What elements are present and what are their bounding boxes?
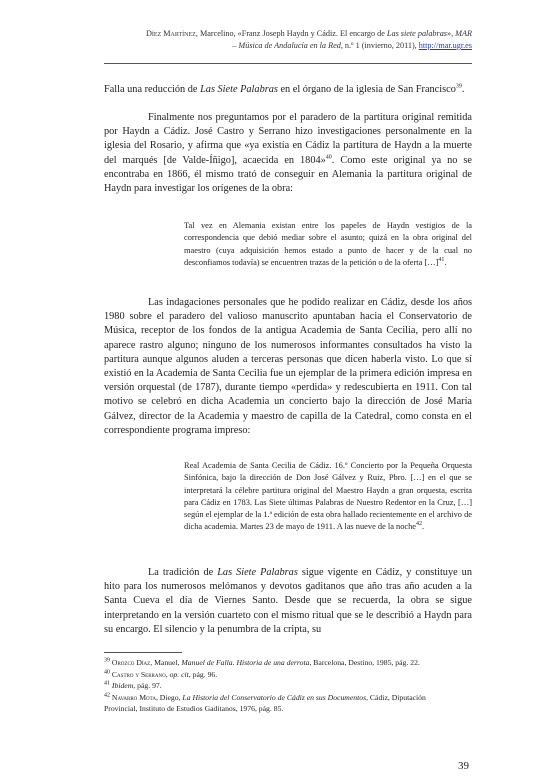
footnote-42-continued: Provincial, Instituto de Estudios Gaditanos, 1976, pág. 85. xyxy=(104,704,284,714)
footnote-rule xyxy=(104,652,182,653)
header-url-link[interactable]: http://mar.ugr.es xyxy=(418,41,472,50)
page-number: 39 xyxy=(458,760,469,772)
paragraph-4 xyxy=(104,566,472,637)
p4-work-title: Las Siete Palabras xyxy=(217,567,298,578)
header-line-1 xyxy=(104,28,472,40)
footnote-41 xyxy=(104,680,476,692)
quote1-end: . xyxy=(444,257,447,267)
footnote-40 xyxy=(104,669,476,681)
quote2-text: Real Academia de Santa Cecilia de Cádiz. 16.º Concierto por la Pequeña Orquesta Sinfónica, bajo la dirección de Don José Gálvez y Ruiz, Pbro. […] en el que se interpretará la célebre partitura original del Maestro Haydn a gran orquesta, escrita para Cádiz en 1783. Las Siete últimas Palabras de Nuestro Redentor en la Cruz, […] según el ejemplar de la 1.ª edición de esta obra hallado recientemente en el archivo de dicha academia. Martes 23 de mayo de 1911. A las nueve de la noche xyxy=(184,461,472,532)
footnote-num: 41 xyxy=(104,680,110,687)
footnote-title: Ibidem xyxy=(111,681,134,691)
footnote-text-end: , pág. 96. xyxy=(188,669,218,679)
footnote-author: Navarro Mota xyxy=(111,692,156,702)
p2-text: Finalmente nos preguntamos por el paradero de la partitura original remitida por Haydn a Cádiz. José Castro y Serrano hizo investigaciones personalmente en la iglesia del Rosario, y afirma que «ya existía en Cádiz la partitura de Haydn a la muerte del marqués [de Valde-Íñigo], acaecida en 1804» xyxy=(104,112,472,166)
footnote-author: Orozco Díaz xyxy=(111,658,151,667)
running-header xyxy=(104,28,472,52)
p1-text-b: en el órgano de la iglesia de San Francisco xyxy=(277,84,456,95)
p4-text-a: La tradición de xyxy=(148,567,218,578)
footnote-text: , xyxy=(165,669,170,679)
footnote-42 xyxy=(104,692,476,704)
footnote-num: 42 xyxy=(104,692,110,699)
header-issue: , n.º 1 (invierno, 2011), xyxy=(340,41,419,50)
paragraph-1 xyxy=(104,83,472,97)
header-work-title: Las siete palabras xyxy=(386,29,447,38)
paragraph-2 xyxy=(104,111,472,196)
footnote-39 xyxy=(104,657,476,669)
header-citation-text: , Marcelino, «Franz Joseph Haydn y Cádiz. El encargo de xyxy=(195,29,387,38)
header-journal: MAR xyxy=(455,29,472,38)
quote2-end: . xyxy=(422,522,425,532)
footnote-num: 40 xyxy=(104,669,110,676)
footnote-text: , Manuel, xyxy=(150,658,182,667)
block-quote-1 xyxy=(184,220,472,269)
footnote-title: Manuel de Falla. Historia de una derrota xyxy=(181,658,310,667)
footnote-ref-39[interactable]: 39 xyxy=(455,83,462,90)
p1-work-title: Las Siete Palabras xyxy=(200,84,278,95)
header-citation-text-2: », xyxy=(446,29,456,38)
footnote-author: Castro y Serrano xyxy=(111,669,166,679)
header-line-2 xyxy=(104,40,472,52)
footnote-ref-42[interactable]: 42 xyxy=(416,521,423,528)
p1-text-a: Falla una reducción de xyxy=(104,84,201,95)
header-journal-full: Música de Andalucía en la Red xyxy=(238,41,341,50)
footnote-text-end: , Cádiz, Diputación xyxy=(366,692,426,702)
footnote-title: op. cit xyxy=(169,669,189,679)
p3-text: Las indagaciones personales que he podido realizar en Cádiz, desde los años 1980 sobre el paradero del valioso manuscrito apuntaban hacia el Conservatorio de Música, receptor de los fondos de la antigua Academia de Santa Cecilia, pero allí no aparece rastro alguno; ninguno de los numerosos informantes consultados ha visto la partitura aunque algunos aluden a terceras personas que dicen haberla visto. Lo que sí existió en la Academia de Santa Cecilia fue un ejemplar de la primera edición impresa en versión orquestal (de 1787), durante tiempo «perdida» y redescubierta en 1911. Con tal motivo se celebró en dicha Academia un concierto bajo la dirección de José María Gálvez, director de la Academia y maestro de capilla de la Catedral, como consta en el correspondiente programa impreso: xyxy=(104,297,472,436)
footnote-title: La Historia del Conservatorio de Cádiz en sus Documentos xyxy=(182,692,367,702)
footnote-text: , Diego, xyxy=(155,692,183,702)
paragraph-3 xyxy=(104,296,472,438)
header-author: Díez Martínez xyxy=(145,29,196,38)
block-quote-2 xyxy=(184,460,472,534)
footnote-ref-41[interactable]: 41 xyxy=(438,257,445,264)
footnote-num: 39 xyxy=(104,657,110,664)
footnote-text-end: , Barcelona, Destino, 1985, pág. 22. xyxy=(309,658,420,667)
p4-text-b: sigue vigente en Cádiz, y constituye un hito para los numerosos melómanos y devotos gaditanos que año tras año acuden a la Santa Cueva el día de Viernes Santo. Desde que se recuerda, la obra se sigue interpretando en la versión cuarteto con el mismo ritual que se le describió a Haydn para su encargo. El silencio y la penumbra de la cripta, su xyxy=(104,567,472,635)
quote1-text: Tal vez en Alemania existan entre los papeles de Haydn vestigios de la correspondencia que debió mediar sobre el asunto; quizá en la obra original del maestro (cuya adquisición hemos estado a punto de hacer y de la cual no desconfiamos todavía) se encuentren trazas de la petición o de la oferta […] xyxy=(184,221,472,267)
footnotes xyxy=(104,657,476,715)
p1-text-c: . xyxy=(461,84,465,95)
header-rule xyxy=(104,63,472,64)
p2-text-2: . Como este original ya no se encontraba en 1866, él mismo trató de conseguir en Alemania la partitura original de Haydn para investigar los orígenes de la obra: xyxy=(104,154,473,195)
footnote-text-end: , pág. 97. xyxy=(133,681,162,691)
footnote-ref-40[interactable]: 40 xyxy=(325,154,332,161)
header-dash: – xyxy=(232,41,239,50)
